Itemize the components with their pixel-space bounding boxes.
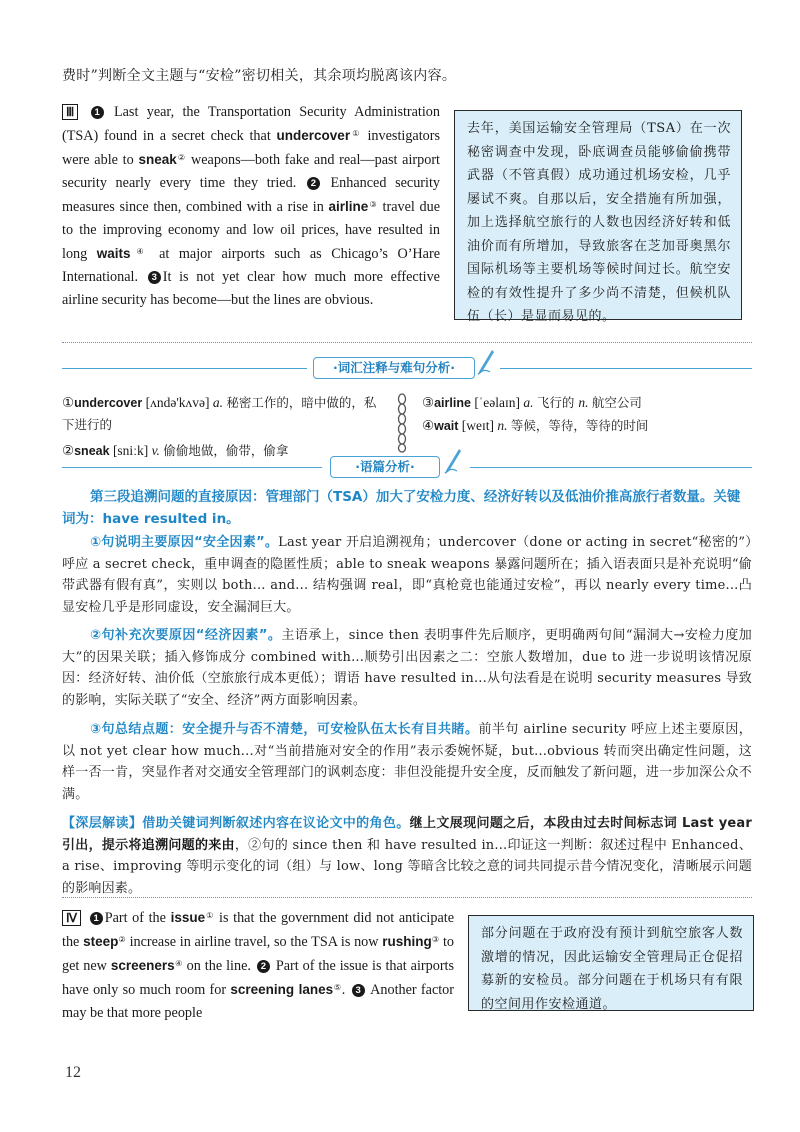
key-word: steep — [83, 934, 119, 949]
text-run: to get new — [62, 934, 455, 974]
vocab-entry: ①undercover [ʌndə'kʌvə] a. 秘密工作的，暗中做的，私下进行的 — [62, 395, 377, 432]
vocab-section-title: ·词汇注释与难句分析· — [313, 357, 475, 379]
key-word: sneak — [138, 152, 177, 167]
footnote-marker: ④ — [130, 247, 150, 256]
section-numeral: Ⅳ — [62, 910, 81, 926]
section3-paragraph — [62, 101, 440, 312]
section4-translation-box — [468, 915, 754, 1011]
key-word: airline — [328, 199, 369, 214]
chain-divider-icon — [396, 393, 408, 453]
bold-text: 继上文展现问题之后，本段由过去时间标志词 Last year 引出，提示将 — [62, 816, 752, 853]
footnote-marker: ③ — [431, 935, 440, 944]
text-run: Enhanced security measures since then, combined with a rise in — [62, 175, 440, 215]
key-word: screeners — [110, 958, 175, 973]
analysis-paragraph-3 — [62, 719, 752, 805]
sentence-number-badge: 2 — [257, 960, 270, 973]
text-run: 前半句 airline security 呼应上述主要原因，以 not yet clear how much...对“当前措施对安全的作用”表示委婉怀疑，but...obvious 转而突出确定性问题，这样一否一肯，突显作者对交通安全管理部门的讽刺态度：非但没能提升安全度，反而触发了新问题，进一步加深公众不满。 — [62, 722, 752, 802]
pen-icon — [476, 348, 496, 376]
footnote-marker: ⑤ — [333, 983, 342, 992]
section3-translation: 去年，美国运输安全管理局（TSA）在一次秘密调查中发现，卧底调查员能够偷偷携带武器（不管真假）成功通过机场安检，几乎屡试不爽。自那以后，安全措施有所加强，加上选择航空旅行的人数也因经济好转和低油价而有所增加，导致旅客在芝加哥奥黑尔国际机场等主要机场等候时间过长。航空安检的有效性提升了多少尚不清楚，但候机队伍（长）是显而易见的。 — [467, 121, 731, 324]
text-run: 主语承上，since then 表明事件先后顺序，更明确两句间“漏洞大→安检力度加大”的因果关联；插入修饰成分 combined with...顺势引出因素之二：空旅人数增加，due to 进一步说明该情况原因：经济好转、油价低（空旅旅行成本更低）；谓语 have resulted in...从句法看是在说明 security measures 导致的影响，实际关联了“安全、经济”两方面影响因素。 — [62, 628, 752, 708]
ribbon-rule-left — [62, 467, 322, 468]
text-run: ，②句的 since then 和 have resulted in...印证这一判断：叙述过程中 Enhanced、a rise、improving 等明示变化的词（组）与 low、long 等暗含比较之意的词共同提示昔今情况变化，清晰展示问题的影响因素。 — [62, 837, 753, 896]
section3-translation-box — [454, 110, 742, 324]
analysis-heading: 第三段追溯问题的直接原因：管理部门（TSA）加大了安检力度、经济好转以及低油价推高旅行者数量。关键词为：have resulted in。 — [62, 489, 741, 527]
text-run: Another factor may be that more people — [62, 982, 454, 1021]
sentence-number-badge: 1 — [91, 106, 104, 119]
bold-text: 追溯问题的来由 — [141, 837, 235, 853]
vocab-entry: ③airline [ˈeəlaɪn] a. 飞行的 n. 航空公司 — [422, 395, 642, 410]
page-number: 12 — [65, 1064, 81, 1081]
highlight-text: 【深层解读】借助关键词判断叙述内容在议论文中的角色。 — [62, 816, 410, 831]
analysis-section-title: ·语篇分析· — [330, 456, 440, 478]
analysis-paragraph-1 — [62, 532, 752, 618]
section4-paragraph — [62, 906, 454, 1025]
sentence-number-badge: 1 — [90, 912, 103, 925]
section4-text — [62, 910, 454, 1021]
analysis-paragraph-4 — [62, 813, 752, 899]
section4-translation: 部分问题在于政府没有预计到航空旅客人数激增的情况，因此运输安全管理局正仓促招募新的安检员。部分问题在于机场只有有限的空间用作安检通道。 — [481, 926, 743, 1012]
key-word: rushing — [382, 934, 432, 949]
vocab-entry: ②sneak [sniːk] v. 偷偷地做，偷带，偷拿 — [62, 443, 289, 458]
highlight-text: ①句说明主要原因“安全因素”。 — [90, 535, 279, 550]
footnote-marker: ③ — [368, 200, 378, 209]
sentence-number-badge: 3 — [352, 984, 365, 997]
text-run: on the line. — [182, 958, 255, 974]
ribbon-rule-left — [62, 368, 307, 369]
footnote-marker: ① — [350, 129, 362, 138]
text-run: Part of the issue is that airports have only so much room for — [62, 958, 455, 998]
text-run: increase in airline travel, so the TSA is now — [125, 934, 383, 950]
vocab-right-column — [422, 392, 752, 437]
top-line-text: 费时”判断全文主题与“安检”密切相关，其余项均脱离该内容。 — [62, 68, 457, 84]
text-run: Last year 开启追溯视角；undercover（done or acting in secret“秘密的”）呼应 a secret check，重申调查的隐匿性质；able to sneak weapons 暴露问题所在；插入语表面只是补充说明“偷带武器有假有真”，实则以 both... and... 结构强调 real，即“真枪竟也能通过安检”，再以 nearly every time...凸显安检几乎是形同虚设，安全漏洞巨大。 — [62, 535, 752, 615]
sentence-number-badge: 3 — [148, 271, 161, 284]
text-run: investigators were able to — [62, 128, 440, 168]
sentence-number-badge: 2 — [307, 177, 320, 190]
footnote-marker: ① — [205, 911, 215, 920]
vocab-left-column — [62, 392, 382, 462]
highlight-text: ②句补充次要原因“经济因素”。 — [90, 628, 282, 643]
analysis-paragraph-2 — [62, 625, 752, 711]
text-run: . — [341, 982, 350, 998]
footnote-marker: ② — [176, 153, 187, 162]
text-run: Part of the — [104, 910, 171, 926]
text-run: travel due to the improving economy and low oil prices, have resulted in long — [62, 199, 441, 262]
vocab-entry: ④wait [weɪt] n. 等候，等待，等待的时间 — [422, 418, 649, 433]
ribbon-rule-right — [500, 368, 752, 369]
key-word: screening lanes — [230, 982, 334, 997]
section-numeral: Ⅲ — [62, 104, 78, 120]
key-word: issue — [170, 910, 206, 925]
footnote-marker: ④ — [174, 959, 183, 968]
text-run: weapons—both fake and real—past airport security nearly every time they tried. — [62, 152, 440, 191]
text-run: It is not yet clear how much more effective airline security has become—but the lines are obvious. — [62, 269, 440, 308]
section3-text — [62, 104, 440, 308]
key-word: waits — [96, 246, 131, 261]
text-run: is that the government did not anticipate the — [62, 910, 455, 950]
footnote-marker: ② — [118, 935, 126, 944]
highlight-text: ③句总结点题：安全提升与否不清楚，可安检队伍太长有目共睹。 — [90, 722, 479, 737]
key-word: undercover — [276, 128, 351, 143]
pen-icon — [443, 447, 463, 475]
text-run: at major airports such as Chicago’s O’Hare International. — [62, 246, 440, 285]
section-divider — [62, 897, 752, 898]
text-run: Last year, the Transportation Security Administration (TSA) found in a secret check that — [62, 104, 440, 144]
section-divider — [62, 342, 752, 343]
ribbon-rule-right — [470, 467, 752, 468]
